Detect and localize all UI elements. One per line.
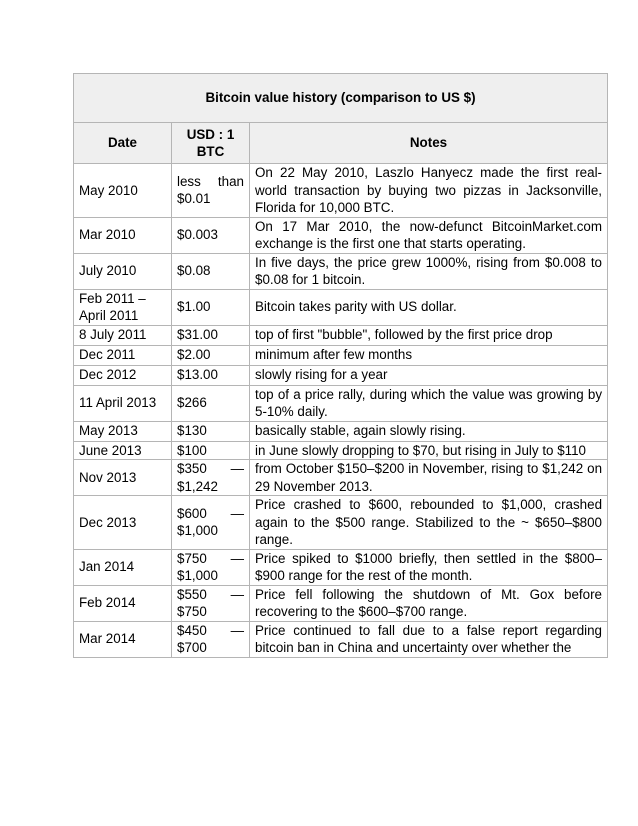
date-cell: Feb 2014 bbox=[74, 585, 172, 621]
header-notes: Notes bbox=[250, 123, 608, 164]
table-row bbox=[74, 585, 608, 621]
usd-cell: $750 — $1,000 bbox=[172, 549, 250, 585]
notes-cell: In five days, the price grew 1000%, rising from $0.008 to $0.08 for 1 bitcoin. bbox=[250, 253, 608, 289]
usd-cell: $600 — $1,000 bbox=[172, 496, 250, 550]
date-cell: Feb 2011 – April 2011 bbox=[74, 289, 172, 325]
date-cell: Nov 2013 bbox=[74, 460, 172, 496]
table-row bbox=[74, 345, 608, 365]
usd-cell: $350 — $1,242 bbox=[172, 460, 250, 496]
table-row bbox=[74, 496, 608, 550]
date-cell: May 2010 bbox=[74, 164, 172, 218]
usd-cell: $13.00 bbox=[172, 365, 250, 385]
header-usd: USD : 1 BTC bbox=[172, 123, 250, 164]
usd-cell: $266 bbox=[172, 385, 250, 421]
notes-cell: minimum after few months bbox=[250, 345, 608, 365]
date-cell: May 2013 bbox=[74, 421, 172, 441]
table-body bbox=[74, 164, 608, 658]
notes-cell: Bitcoin takes parity with US dollar. bbox=[250, 289, 608, 325]
table-row bbox=[74, 460, 608, 496]
usd-cell: $100 bbox=[172, 441, 250, 460]
table-row bbox=[74, 621, 608, 657]
date-cell: Dec 2013 bbox=[74, 496, 172, 550]
table-row bbox=[74, 421, 608, 441]
notes-cell: Price fell following the shutdown of Mt. Gox before recovering to the $600–$700 range. bbox=[250, 585, 608, 621]
date-cell: Dec 2011 bbox=[74, 345, 172, 365]
date-cell: Mar 2014 bbox=[74, 621, 172, 657]
notes-cell: top of a price rally, during which the value was growing by 5-10% daily. bbox=[250, 385, 608, 421]
date-cell: Dec 2012 bbox=[74, 365, 172, 385]
notes-cell: Price spiked to $1000 briefly, then settled in the $800–$900 range for the rest of the month. bbox=[250, 549, 608, 585]
date-cell: 11 April 2013 bbox=[74, 385, 172, 421]
table-row bbox=[74, 253, 608, 289]
date-cell: Jan 2014 bbox=[74, 549, 172, 585]
notes-cell: Price continued to fall due to a false report regarding bitcoin ban in China and uncertainty over whether the bbox=[250, 621, 608, 657]
usd-cell: $1.00 bbox=[172, 289, 250, 325]
table-title: Bitcoin value history (comparison to US $) bbox=[74, 74, 608, 123]
notes-cell: top of first "bubble", followed by the first price drop bbox=[250, 325, 608, 345]
table-row bbox=[74, 441, 608, 460]
usd-cell: $130 bbox=[172, 421, 250, 441]
notes-cell: On 17 Mar 2010, the now-defunct BitcoinMarket.com exchange is the first one that starts operating. bbox=[250, 217, 608, 253]
table-row bbox=[74, 217, 608, 253]
usd-cell: $550 — $750 bbox=[172, 585, 250, 621]
table-row bbox=[74, 385, 608, 421]
header-date: Date bbox=[74, 123, 172, 164]
usd-cell: $0.08 bbox=[172, 253, 250, 289]
notes-cell: Price crashed to $600, rebounded to $1,000, crashed again to the $500 range. Stabilized to the ~ $650–$800 range. bbox=[250, 496, 608, 550]
date-cell: June 2013 bbox=[74, 441, 172, 460]
usd-cell: $2.00 bbox=[172, 345, 250, 365]
usd-cell: less than $0.01 bbox=[172, 164, 250, 218]
bitcoin-value-table bbox=[73, 73, 608, 658]
table-row bbox=[74, 365, 608, 385]
usd-cell: $450 — $700 bbox=[172, 621, 250, 657]
table-row bbox=[74, 289, 608, 325]
table-row bbox=[74, 549, 608, 585]
header-row bbox=[74, 123, 608, 164]
date-cell: July 2010 bbox=[74, 253, 172, 289]
notes-cell: slowly rising for a year bbox=[250, 365, 608, 385]
date-cell: Mar 2010 bbox=[74, 217, 172, 253]
table-row bbox=[74, 164, 608, 218]
notes-cell: basically stable, again slowly rising. bbox=[250, 421, 608, 441]
date-cell: 8 July 2011 bbox=[74, 325, 172, 345]
table-row bbox=[74, 325, 608, 345]
notes-cell: On 22 May 2010, Laszlo Hanyecz made the first real-world transaction by buying two pizzas in Jacksonville, Florida for 10,000 BTC. bbox=[250, 164, 608, 218]
usd-cell: $31.00 bbox=[172, 325, 250, 345]
notes-cell: from October $150–$200 in November, rising to $1,242 on 29 November 2013. bbox=[250, 460, 608, 496]
notes-cell: in June slowly dropping to $70, but rising in July to $110 bbox=[250, 441, 608, 460]
usd-cell: $0.003 bbox=[172, 217, 250, 253]
table-title-row bbox=[74, 74, 608, 123]
